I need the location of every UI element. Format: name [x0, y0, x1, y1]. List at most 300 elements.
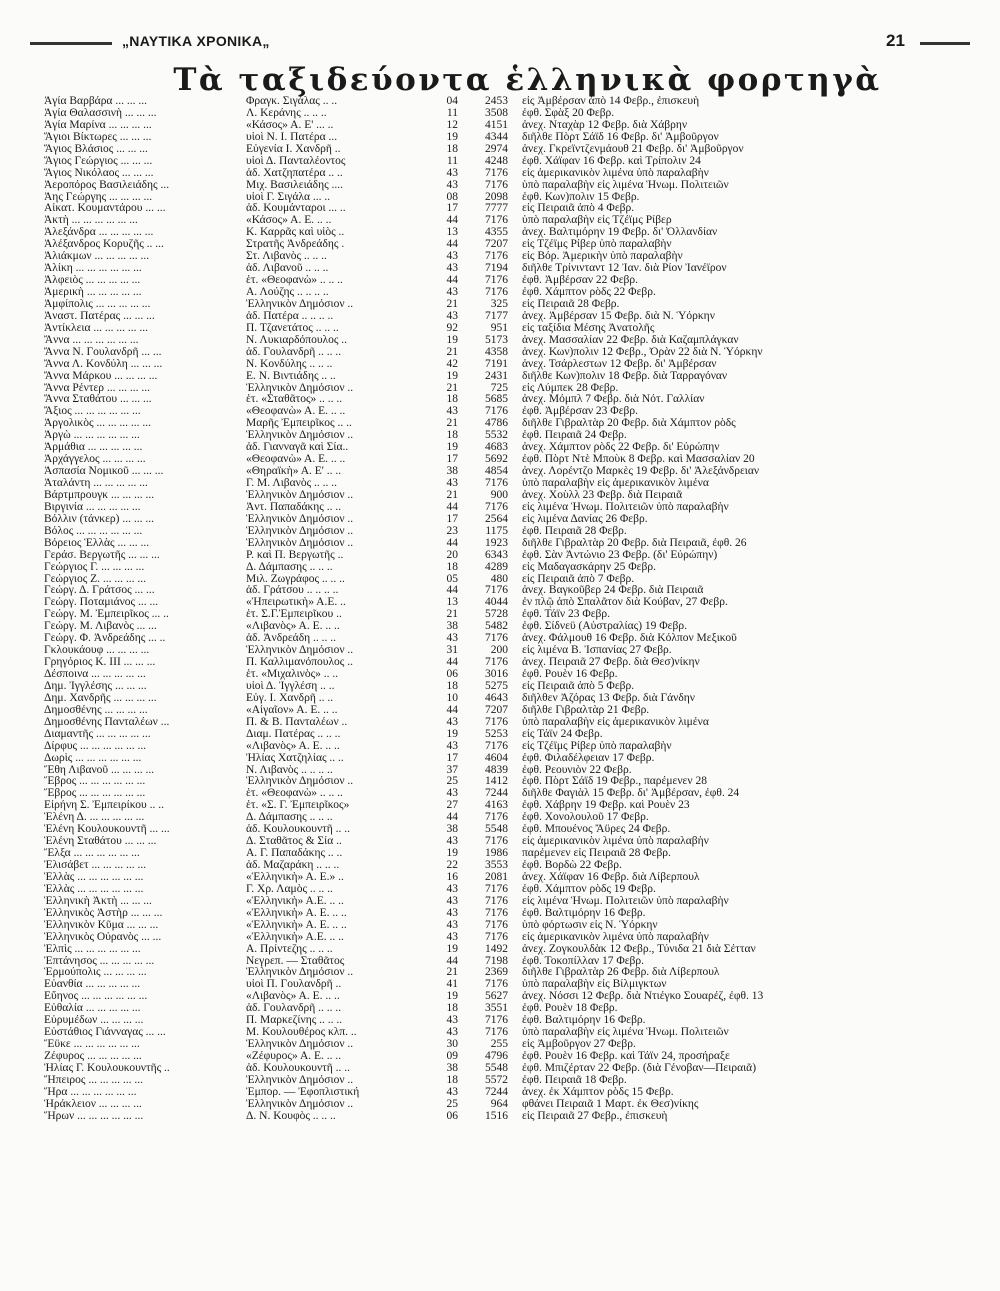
ship-name: Γεώργ. Δ. Γράτσος ... ... [44, 585, 155, 597]
built-year: 23 [446, 525, 458, 537]
table-row [44, 335, 974, 347]
built-year: 13 [446, 597, 458, 609]
tonnage: 5685 [485, 394, 508, 406]
built-year: 21 [446, 382, 458, 394]
tonnage: 480 [490, 573, 508, 585]
built-year: 43 [446, 788, 458, 800]
tonnage: 7207 [485, 704, 508, 716]
movement-note: ἀνεχ. Νόσσι 12 Φεβρ. διὰ Ντιέγκο Σουαρέζ, ἐφθ. 13 [522, 991, 764, 1003]
tonnage: 4358 [485, 346, 508, 358]
ship-name: Ἀταλάντη ... ... ... ... ... [44, 478, 148, 489]
ship-name: Ἄννα ... ... ... ... ... ... [44, 334, 139, 346]
built-year: 06 [446, 669, 458, 680]
ship-name: Γεώργ. Μ. Ἐμπειρῖκος ... .. [44, 609, 169, 621]
ship-owner: ἀδ. Κουμάνταροι ... .. [246, 203, 346, 215]
table-row [44, 979, 974, 991]
table-row [44, 741, 974, 753]
ship-owner: υἱοὶ Π. Γουλανδρῆ .. [246, 979, 342, 991]
table-row [44, 645, 974, 657]
ship-owner: Ν. Λιβανὸς .. .. .. .. [246, 764, 333, 776]
tonnage: 5728 [485, 609, 508, 621]
table-row [44, 490, 974, 502]
movement-note: εἰς Τάϊν 24 Φεβρ. [522, 728, 603, 740]
tonnage: 7176 [485, 740, 508, 752]
built-year: 43 [446, 1015, 458, 1027]
movement-note: ἀνεχ. Κων)πολιν 12 Φεβρ., Ὀρὰν 22 διὰ Ν. Ὑόρκην [522, 346, 763, 358]
table-row [44, 1027, 974, 1039]
ship-name: Ἄννα Λ. Κονδύλη ... ... ... [44, 358, 163, 370]
ship-name: Ἐλπὶς ... ... ... ... ... ... [44, 943, 141, 955]
built-year: 43 [446, 907, 458, 919]
ship-owner: ἀδ. Λιβανοῦ .. .. .. [246, 263, 329, 275]
movement-note: ἐφθ. Σὰν Ἀντώνιο 23 Φεβρ. (δι' Εὐρώπην) [522, 549, 718, 561]
movement-note: ἐφθ. Πειραιᾶ 28 Φεβρ. [522, 525, 627, 537]
table-row [44, 311, 974, 323]
movement-note: ἀνεχ. Χοὺλλ 23 Φεβρ. διὰ Πειραιᾶ [522, 489, 683, 501]
movement-note: ἐφθ. Κων)πολιν 15 Φεβρ. [522, 191, 640, 203]
tonnage: 2369 [485, 967, 508, 979]
page-title: Τὰ ταξιδεύοντα ἑλληνικὰ φορτηγὰ [173, 62, 882, 98]
table-row [44, 251, 974, 263]
built-year: 21 [446, 298, 458, 310]
built-year: 25 [446, 776, 458, 788]
ship-name: Ἀλέξανδρος Κορυζῆς .. ... [44, 239, 164, 251]
movement-note: εἰς ἀμερικανικὸν λιμένα ὑπὸ παραλαβὴν [522, 836, 709, 848]
tonnage: 5548 [485, 824, 508, 836]
ship-name: Δημ. Ἰγγλέσης ... ... ... [44, 680, 147, 692]
built-year: 43 [446, 167, 458, 179]
movement-note: ἐφθ. Χάϊφαν 16 Φεβρ. καὶ Τρίπολιν 24 [522, 155, 701, 167]
ship-owner: Ἑλληνικὸν Δημόσιον .. [246, 537, 354, 549]
built-year: 21 [446, 609, 458, 621]
movement-note: ἐφθ. Ἀμβέρσαν 22 Φεβρ. [522, 275, 638, 287]
ship-owner: «Ἑλληνικὴ» Α.Ε. .. .. [246, 895, 344, 907]
ship-name: Ἑλληνικὸς Ἀστὴρ ... ... ... [44, 907, 163, 919]
tonnage: 7176 [485, 919, 508, 931]
ship-owner: ἀδ. Κουλουκουντῆ .. .. [246, 1062, 351, 1074]
table-row [44, 729, 974, 741]
ship-name: Ἤπειρος ... ... ... ... ... [44, 1074, 143, 1086]
movement-note: εἰς λιμένα Β. Ἰσπανίας 27 Φεβρ. [522, 645, 672, 657]
built-year: 06 [446, 1110, 458, 1122]
ship-owner: «Θεοφανὼ» Α. Ε. .. .. [246, 454, 346, 466]
tonnage: 7176 [485, 716, 508, 728]
movement-note: διῆλθε Πὸρτ Σάϊδ 16 Φεβρ. δι' Ἀμβοῦργον [522, 131, 719, 143]
tonnage: 5482 [485, 621, 508, 633]
ship-owner: Δ. Δάμπασης .. .. .. [246, 812, 333, 824]
built-year: 44 [446, 657, 458, 669]
movement-note: ἐφθ. Πειραιᾶ 18 Φεβρ. [522, 1074, 627, 1086]
table-row [44, 418, 974, 430]
movement-note: ἐφθ. Βαλτιμόρην 16 Φεβρ. [522, 907, 646, 919]
movement-note: ἐφθ. Βαλτιμόρην 16 Φεβρ. [522, 1015, 646, 1027]
movement-note: ὑπὸ παραλαβὴν εἰς ἀμερικανικὸν λιμένα [522, 478, 709, 489]
table-row [44, 884, 974, 896]
ship-owner: «Ζέφυρος» Α. Ε. .. .. [246, 1051, 342, 1062]
built-year: 43 [446, 1086, 458, 1098]
table-row [44, 788, 974, 800]
ship-name: Ἑρμούπολις ... ... ... ... [44, 967, 147, 979]
ship-name: Ἀσπασία Νομικοῦ ... ... ... [44, 466, 164, 478]
ship-name: Ἅγιος Βλάσιος ... ... ... [44, 143, 148, 155]
ship-owner: Ἑλληνικὸν Δημόσιον .. [246, 430, 354, 442]
ship-name: Ἀναστ. Πατέρας ... ... ... [44, 310, 155, 322]
ship-owner: Ἑλληνικὸν Δημόσιον .. [246, 298, 354, 310]
ship-owner: «Κάσος» Α. Ε' ... .. [246, 119, 334, 131]
table-row [44, 956, 974, 968]
tonnage: 1516 [485, 1110, 508, 1122]
built-year: 38 [446, 621, 458, 633]
ship-name: Ἀκτὴ ... ... ... ... ... ... [44, 215, 138, 227]
ship-name: Ἀργὼ ... ... ... ... ... ... [44, 430, 140, 442]
movement-note: εἰς Πειραιᾶ 28 Φεβρ. [522, 298, 620, 310]
built-year: 44 [446, 585, 458, 597]
table-row [44, 812, 974, 824]
tonnage: 4355 [485, 227, 508, 239]
page-number: 21 [886, 31, 905, 50]
table-row [44, 299, 974, 311]
ship-name: Γκλουκάουφ ... ... ... ... [44, 645, 150, 657]
tonnage: 2564 [485, 513, 508, 525]
ship-owner: ἑτ. «Σ. Γ. Ἐμπειρῖκος» [246, 800, 350, 812]
movement-note: εἰς ἀμερικανικὸν λιμένα ὑπὸ παραλαβὴν [522, 931, 709, 943]
ship-name: Γεώργιος Γ. ... ... ... ... [44, 561, 145, 573]
ship-name: Ἀμερικὴ ... ... ... ... ... [44, 287, 142, 298]
ship-name: Εἰρήνη Σ. Ἐμπειρίκου .. .. [44, 800, 164, 812]
tonnage: 7176 [485, 585, 508, 597]
ship-name: Ἠλίας Γ. Κουλουκουντῆς .. [44, 1062, 170, 1074]
built-year: 13 [446, 227, 458, 239]
ship-name: Δίρφυς ... ... ... ... ... ... [44, 740, 147, 752]
built-year: 21 [446, 418, 458, 430]
tonnage: 7176 [485, 895, 508, 907]
tonnage: 4248 [485, 155, 508, 167]
ship-owner: υἱοὶ Γ. Σιγάλα ... .. [246, 191, 331, 203]
tonnage: 4044 [485, 597, 508, 609]
ship-name: Ἔϋκε ... ... ... ... ... ... [44, 1039, 140, 1051]
built-year: 44 [446, 812, 458, 824]
movement-note: ἀνεχ. Μασσαλίαν 22 Φεβρ. διὰ Καζαμπλάγκαν [522, 334, 739, 346]
built-year: 21 [446, 346, 458, 358]
ship-name: Γεώργ. Μ. Λιβανὸς ... ... [44, 621, 157, 633]
ship-owner: Κ. Καρρᾶς καὶ υἱὸς .. [246, 227, 345, 239]
table-row [44, 287, 974, 299]
ship-name: Ἁγία Θαλασσινὴ ... ... ... [44, 107, 157, 119]
table-row [44, 406, 974, 418]
ship-owner: ἀδ. Πατέρα .. .. .. .. [246, 310, 334, 322]
tonnage: 3551 [485, 1003, 508, 1015]
ship-name: Ἀλιάκμων ... ... ... ... ... [44, 251, 150, 263]
ship-owner: Ἠλίας Χατζηλίας .. .. [246, 752, 344, 764]
ship-owner: Μιλ. Ζωγράφος .. .. .. [246, 573, 345, 585]
built-year: 19 [446, 943, 458, 955]
tonnage: 725 [490, 382, 508, 394]
table-row [44, 872, 974, 884]
table-row [44, 800, 974, 812]
tonnage: 900 [490, 489, 508, 501]
ship-owner: Α. Γ. Παπαδάκης .. .. [246, 848, 343, 860]
table-row [44, 896, 974, 908]
table-row [44, 156, 974, 168]
built-year: 08 [446, 191, 458, 203]
tonnage: 7176 [485, 215, 508, 227]
built-year: 44 [446, 955, 458, 967]
ship-owner: Ν. Κονδύλης .. .. .. [246, 358, 333, 370]
built-year: 43 [446, 478, 458, 489]
tonnage: 4839 [485, 764, 508, 776]
built-year: 19 [446, 370, 458, 382]
built-year: 43 [446, 895, 458, 907]
movement-note: διῆλθε Τρίνινταντ 12 Ἰαν. διὰ Ρίον Ἰανέϊρον [522, 263, 727, 275]
ship-name: Ἑλληνικὸς Οὐρανὸς ... ... [44, 931, 162, 943]
built-year: 17 [446, 203, 458, 215]
movement-note: διῆλθε Γιβραλτὰρ 20 Φεβρ. διὰ Χάμπτον ρὸδς [522, 418, 736, 430]
built-year: 16 [446, 871, 458, 883]
movement-note: ἐφθ. Πὸρτ Σάϊδ 19 Φεβρ., παρέμενεν 28 [522, 776, 707, 788]
ship-name: Ἑλληνικὸν Κῦμα ... ... ... [44, 919, 159, 931]
ship-name: Ἁγία Βαρβάρα ... ... ... [44, 96, 147, 107]
movement-note: ἐν πλῷ ἀπὸ Σπαλᾶτον διὰ Κούβαν, 27 Φεβρ. [522, 597, 728, 609]
ship-name: Βόρειος Ἑλλὰς ... ... ... [44, 537, 150, 549]
table-row [44, 705, 974, 717]
built-year: 43 [446, 836, 458, 848]
table-row [44, 765, 974, 777]
tonnage: 7176 [485, 478, 508, 489]
tonnage: 1986 [485, 848, 508, 860]
table-row [44, 192, 974, 204]
ship-name: Ἀρμάθια ... ... ... ... ... [44, 442, 143, 454]
tonnage: 3016 [485, 669, 508, 680]
table-row [44, 550, 974, 562]
movement-note: ἐφθ. Ἀμβέρσαν 23 Φεβρ. [522, 406, 638, 418]
movement-note: διῆλθε Γιβραλτὰρ 20 Φεβρ. διὰ Πειραιᾶ, ἐφθ. 26 [522, 537, 747, 549]
movement-note: εἰς Πειραιᾶ 27 Φεβρ., ἐπισκευὴ [522, 1110, 668, 1122]
tonnage: 7176 [485, 1027, 508, 1039]
built-year: 41 [446, 979, 458, 991]
tonnage: 7777 [485, 203, 508, 215]
ship-owner: υἱοὶ Δ. Πανταλέοντος [246, 155, 346, 167]
table-row [44, 585, 974, 597]
movement-note: ὑπὸ φόρτωσιν εἰς Ν. Ὑόρκην [522, 919, 658, 931]
table-row [44, 669, 974, 681]
table-row [44, 1099, 974, 1111]
movement-note: ἐφθ. Ρουὲν 16 Φεβρ. καὶ Τάϊν 24, προσήραξε [522, 1051, 730, 1062]
movement-note: ἀνεχ. Βαγκοῦβερ 24 Φεβρ. διὰ Πειραιᾶ [522, 585, 704, 597]
ship-owner: «Λιβανὸς» Α. Ε. .. .. [246, 621, 340, 633]
table-row [44, 753, 974, 765]
movement-note: διῆλθεν Ἀζόρας 13 Φεβρ. διὰ Γάνδην [522, 692, 695, 704]
table-row [44, 1111, 974, 1123]
movement-note: ἀνεχ. Γκρεϊντζενμάουθ 21 Φεβρ. δι' Ἀμβοῦργον [522, 143, 744, 155]
tonnage: 7176 [485, 907, 508, 919]
table-row [44, 633, 974, 645]
tonnage: 4643 [485, 692, 508, 704]
tonnage: 7244 [485, 788, 508, 800]
movement-note: ἀνεχ. Πειραιᾶ 27 Φεβρ. διὰ Θεσ)νίκην [522, 657, 700, 669]
table-row [44, 514, 974, 526]
tonnage: 7244 [485, 1086, 508, 1098]
built-year: 43 [446, 919, 458, 931]
built-year: 43 [446, 931, 458, 943]
ship-owner: Π. Καλλιμανόπουλος .. [246, 657, 353, 669]
ship-owner: Γ. Μ. Λιβανὸς .. .. .. [246, 478, 338, 489]
ship-owner: «Αἰγαῖον» Α. Ε. .. .. [246, 704, 338, 716]
movement-note: ἐφθ. Χάβρην 19 Φεβρ. καὶ Ρουὲν 23 [522, 800, 690, 812]
movement-note: ἐφθ. Τάϊν 23 Φεβρ. [522, 609, 611, 621]
movement-note: ὑπὸ παραλαβὴν εἰς ἀμερικανικὸν λιμένα [522, 716, 709, 728]
table-row [44, 1039, 974, 1051]
built-year: 09 [446, 1051, 458, 1062]
table-row [44, 120, 974, 132]
built-year: 42 [446, 358, 458, 370]
ship-owner: ἀδ. Μαζαράκη .. .. .. [246, 860, 340, 871]
ship-owner: «Θεοφανὼ» Α. Ε. .. .. [246, 406, 346, 418]
tonnage: 7176 [485, 275, 508, 287]
table-row [44, 215, 974, 227]
ship-owner: Ἑλληνικὸν Δημόσιον .. [246, 1074, 354, 1086]
ship-owner: ἑτ. Σ.Γ.Ἐμπειρῖκου .. [246, 609, 342, 621]
movement-note: ἐφθ. Βορδὼ 22 Φεβρ. [522, 860, 622, 871]
tonnage: 4344 [485, 131, 508, 143]
ship-owner: Μ. Κουλουθέρος κλπ. .. [246, 1027, 357, 1039]
built-year: 19 [446, 442, 458, 454]
tonnage: 964 [490, 1098, 508, 1110]
movement-note: εἰς Τζέϊμς Ρίβερ ὑπὸ παραλαβὴν [522, 740, 672, 752]
built-year: 43 [446, 633, 458, 645]
ship-name: Ἕβρος ... ... ... ... ... ... [44, 788, 146, 800]
ship-name: Ἅγιοι Βίκτωρες ... ... ... [44, 131, 152, 143]
built-year: 19 [446, 728, 458, 740]
movement-note: ἀνεχ. ἐκ Χάμπτον ρὸδς 15 Φεβρ. [522, 1086, 674, 1098]
ship-name: Ἄννα Ν. Γουλανδρῆ ... ... [44, 346, 162, 358]
movement-note: ἐφθ. Σίδνεϋ (Αὐστραλίας) 19 Φεβρ. [522, 621, 687, 633]
ship-owner: Ἑλληνικὸν Δημόσιον .. [246, 1039, 354, 1051]
movement-note: ἀνεχ. Λορέντζο Μαρκὲς 19 Φεβρ. δι' Ἀλεξάνδρειαν [522, 466, 760, 478]
tonnage: 7176 [485, 251, 508, 263]
ship-name: Ἀρχάγγελος ... ... ... ... [44, 454, 146, 466]
ship-name: Ἡράκλειον ... ... ... ... [44, 1098, 142, 1110]
built-year: 19 [446, 131, 458, 143]
ship-owner: Νεγρεπ. — Σταθᾶτος [246, 955, 345, 967]
ship-name: Ἀργολικὸς ... ... ... ... ... [44, 418, 152, 430]
tonnage: 7177 [485, 310, 508, 322]
ship-name: Γεράσ. Βεργωτῆς ... ... ... [44, 549, 160, 561]
ship-owner: υἱοὶ Δ. Ἰγγλέση .. .. [246, 680, 335, 692]
tonnage: 4683 [485, 442, 508, 454]
movement-note: ἐφθ. Μπιζέρταν 22 Φεβρ. (διὰ Γένοβαν—Πειραιᾶ) [522, 1062, 757, 1074]
built-year: 11 [446, 155, 458, 167]
table-row [44, 132, 974, 144]
movement-note: ἐφθ. Πὸρτ Ντὲ Μποὺκ 8 Φεβρ. καὶ Μασσαλίαν 20 [522, 454, 755, 466]
table-row [44, 621, 974, 633]
movement-note: ἐφθ. Ρουὲν 18 Φεβρ. [522, 1003, 618, 1015]
ship-owner: Δ. Δάμπασης .. .. .. [246, 561, 333, 573]
ship-owner: «Ἑλληνικὴ» Α. Ε. .. .. [246, 907, 347, 919]
movement-note: εἰς λιμένα Δανίας 26 Φεβρ. [522, 513, 648, 525]
ship-name: Γρηγόριος Κ. ΙΙΙ ... ... ... [44, 657, 156, 669]
table-row [44, 347, 974, 359]
table-row [44, 1003, 974, 1015]
built-year: 11 [446, 107, 458, 119]
table-row [44, 108, 974, 120]
tonnage: 4151 [485, 119, 508, 131]
ship-name: Ἕβρος ... ... ... ... ... ... [44, 776, 146, 788]
ship-owner: Ρ. καὶ Π. Βεργωτῆς .. [246, 549, 344, 561]
table-row [44, 323, 974, 335]
tonnage: 7176 [485, 657, 508, 669]
built-year: 17 [446, 513, 458, 525]
built-year: 43 [446, 263, 458, 275]
table-row [44, 824, 974, 836]
ship-name: Δημ. Χανδρῆς ... ... ... ... [44, 692, 157, 704]
tonnage: 7207 [485, 239, 508, 251]
tonnage: 6343 [485, 549, 508, 561]
built-year: 37 [446, 764, 458, 776]
ship-name: Εὐστάθιος Γιάνναγας ... ... [44, 1027, 166, 1039]
tonnage: 5253 [485, 728, 508, 740]
built-year: 19 [446, 991, 458, 1003]
ship-owner: «Θηραϊκὴ» Α. Ε' .. .. [246, 466, 342, 478]
ship-owner: «Κάσος» Α. Ε. .. .. [246, 215, 332, 227]
movement-note: ἀνεχ. Τσάρλεστων 12 Φεβρ. δι' Ἀμβέρσαν [522, 358, 717, 370]
ship-owner: Δ. Ν. Κουφὸς .. .. .. [246, 1110, 336, 1122]
built-year: 44 [446, 275, 458, 287]
ship-owner: Ἑλληνικὸν Δημόσιον .. [246, 489, 354, 501]
tonnage: 5532 [485, 430, 508, 442]
ship-owner: Διαμ. Πατέρας .. .. .. [246, 728, 341, 740]
ship-owner: Ἑλληνικὸν Δημόσιον .. [246, 967, 354, 979]
movement-note: εἰς λιμένα Ἡνωμ. Πολιτειῶν ὑπὸ παραλαβὴν [522, 501, 729, 513]
tonnage: 325 [490, 298, 508, 310]
tonnage: 7176 [485, 406, 508, 418]
ship-owner: ἀδ. Χατζηπατέρα .. .. [246, 167, 343, 179]
movement-note: ὑπὸ παραλαβὴν εἰς Τζέϊμς Ρίβερ [522, 215, 672, 227]
tonnage: 1492 [485, 943, 508, 955]
built-year: 43 [446, 740, 458, 752]
tonnage: 7176 [485, 979, 508, 991]
table-row [44, 1087, 974, 1099]
table-row [44, 1063, 974, 1075]
tonnage: 4796 [485, 1051, 508, 1062]
movement-note: εἰς Μαδαγασκάρην 25 Φεβρ. [522, 561, 656, 573]
ship-name: Ἀλίκη ... ... ... ... ... ... [44, 263, 142, 275]
tonnage: 7176 [485, 167, 508, 179]
movement-note: εἰς Ἀμβοῦργον 27 Φεβρ. [522, 1039, 636, 1051]
movement-note: εἰς Πειραιᾶ ἀπὸ 5 Φεβρ. [522, 680, 635, 692]
movement-note: ἐφθ. Χάμπτον ρὸδς 19 Φεβρ. [522, 883, 656, 895]
ship-name: Εὐρυμέδων ... ... ... ... [44, 1015, 144, 1027]
ship-name: Ἀντίκλεια ... ... ... ... ... [44, 322, 149, 334]
built-year: 31 [446, 645, 458, 657]
table-row [44, 394, 974, 406]
ship-name: Ἄξιος ... ... ... ... ... ... [44, 406, 141, 418]
built-year: 21 [446, 967, 458, 979]
ship-name: Ἑλένη Κουλουκουντῆ ... ... [44, 824, 170, 836]
table-row [44, 526, 974, 538]
ship-name: Βόλος ... ... ... ... ... ... [44, 525, 143, 537]
ship-owner: Εὐγενία Ι. Χανδρῆ .. [246, 143, 341, 155]
tonnage: 4786 [485, 418, 508, 430]
ship-name: Ἄννα Μάρκου ... ... ... ... [44, 370, 158, 382]
ship-owner: Π. Τζανετάτος .. .. .. [246, 322, 339, 334]
ship-name: Ἑλλὰς ... ... ... ... ... ... [44, 883, 144, 895]
built-year: 43 [446, 179, 458, 191]
ship-name: Γεώργιος Ζ. ... ... ... ... [44, 573, 147, 585]
table-row [44, 597, 974, 609]
ship-name: Ἥρων ... ... ... ... ... ... [44, 1110, 144, 1122]
table-row [44, 920, 974, 932]
built-year: 18 [446, 394, 458, 406]
